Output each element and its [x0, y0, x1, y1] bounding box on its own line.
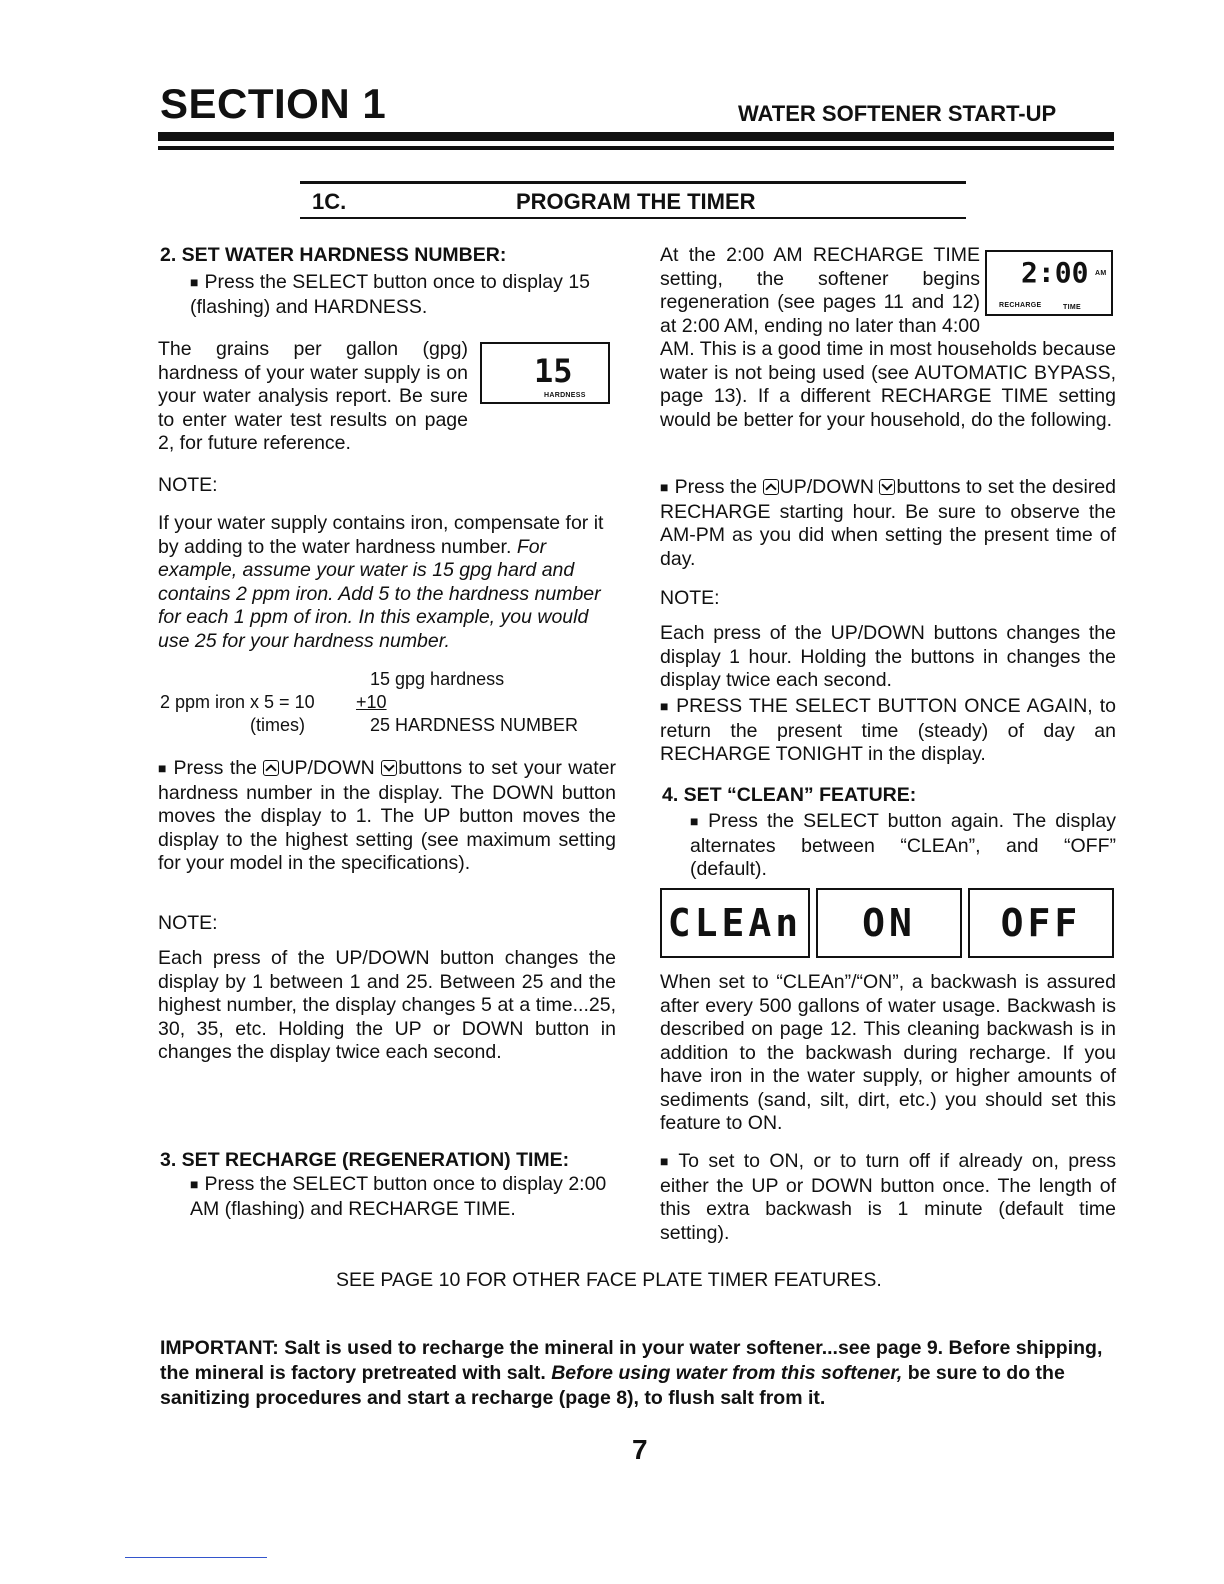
hardness-lcd-tag: HARDNESS [544, 392, 586, 399]
important-italic: Before using water from this softener, [551, 1362, 903, 1384]
recharge-para-text: At the 2:00 AM RECHARGE TIME setting, the softener begins regeneration (see pages 11 and 12) at 2:00 AM, ending no later than 4:00 AM. This is a good time in most households because water is not being used (see AUTOMATIC BYPASS, page 13). If a different RECHARGE TIME setting would be better for your household, do the following. [660, 244, 1116, 431]
bullet2-updown: UP/DOWN [280, 757, 375, 779]
recharge-lcd-value: 2:00 [1021, 256, 1089, 289]
on-display: ON [816, 888, 962, 958]
important-tail: be sure to do the sanitizing procedures and start a recharge (page 8), to flush salt from it. [160, 1362, 1065, 1409]
up-button-icon [763, 479, 779, 495]
step3-heading: 3. SET RECHARGE (REGENERATION) TIME: [160, 1149, 570, 1171]
recharge-bullet1-rest: desired RECHARGE starting hour. Be sure to observe the AM-PM as you did when setting the present time of day. [660, 476, 1117, 570]
down-button-icon [879, 479, 895, 495]
step2-bullet: ■ Press the SELECT button once to display 15 (flashing) and HARDNESS. [190, 271, 620, 319]
step2-para [158, 338, 468, 456]
calc-times: (times) [250, 715, 305, 735]
step2-note-example: For example, assume your water is 15 gpg hard and contains 2 ppm iron. Add 5 to the hardness number for each 1 ppm of iron. In this example, you would use 25 for your hardness number. [158, 535, 601, 652]
recharge-lcd-am: AM [1095, 270, 1107, 277]
step2-note [158, 512, 620, 653]
clean-display: CLEAn [660, 888, 810, 958]
subheader-title: PROGRAM THE TIMER [516, 189, 756, 214]
step2-note-label: NOTE: [158, 474, 218, 496]
up-button-icon [263, 760, 279, 776]
important-lead: IMPORTANT: Salt is used to recharge the mineral in your water softener...see page 9. Before shipping, the mineral is factory pretreated with salt. [160, 1337, 1103, 1384]
subheader-rule-bottom [300, 217, 966, 219]
step2-para-text: The grains per gallon (gpg) hardness of your water supply is on your water analysis report. Be sure to enter water test results on page 2, for future reference. [158, 338, 468, 454]
hardness-lcd-value: 15 [534, 352, 573, 390]
header-rule-double [158, 146, 1114, 150]
step2-note-text: If your water supply contains iron, compensate for it by adding to the water hardness number. [158, 512, 604, 558]
recharge-note-label: NOTE: [660, 587, 720, 609]
recharge-bullet2: ■ PRESS THE SELECT BUTTON ONCE AGAIN, to return the present time (steady) of day an RECHARGE TONIGHT in the display. [660, 695, 1116, 767]
section-title: SECTION 1 [160, 80, 387, 127]
recharge-bullet1 [660, 476, 1116, 571]
step2-heading: 2. SET WATER HARDNESS NUMBER: [160, 244, 507, 266]
recharge-bullet1-updown: UP/DOWN [779, 476, 874, 498]
step2-note2: Each press of the UP/DOWN button changes the display by 1 between 1 and 25. Between 25 and the highest number, the display changes 5 at a time...25, 30, 35, etc. Holding the UP or DOWN button in changes the display twice each second. [158, 947, 616, 1063]
calc-iron: 2 ppm iron x 5 = 10 [160, 692, 315, 712]
recharge-bullet1-pre: ■ Press the [660, 476, 757, 498]
important-note [160, 1336, 1118, 1411]
off-display: OFF [968, 888, 1114, 958]
section-subtitle: WATER SOFTENER START-UP [738, 101, 1057, 126]
bullet2-rest: water hardness number in the display. The DOWN button moves the display to 1. The UP button moves the display to the highest setting (see maximum setting for your model in the specifications). [158, 757, 616, 874]
recharge-note: Each press of the UP/DOWN buttons changes the display 1 hour. Holding the buttons in changes the display twice each second. [660, 622, 1116, 691]
step4-heading: 4. SET “CLEAN” FEATURE: [662, 784, 917, 806]
recharge-bullet1-post: buttons to set the [896, 476, 1047, 498]
bullet2-post: buttons to set your [398, 757, 562, 779]
recharge-lcd-tag2: TIME [1063, 304, 1081, 311]
page-number: 7 [632, 1434, 648, 1465]
recharge-lcd-tag1: RECHARGE [999, 302, 1042, 309]
see-page-note: SEE PAGE 10 FOR OTHER FACE PLATE TIMER FEATURES. [336, 1269, 882, 1291]
step2-note2-label: NOTE: [158, 912, 218, 934]
footer-line [125, 1557, 267, 1558]
hardness-lcd [480, 342, 610, 404]
calc-line-1: 15 gpg hardness [370, 669, 505, 689]
calc-result: 25 HARDNESS NUMBER [370, 715, 579, 735]
subheader-id: 1C. [312, 189, 347, 214]
step3-bullet: ■ Press the SELECT button once to display 2:00 AM (flashing) and RECHARGE TIME. [190, 1173, 620, 1221]
recharge-lcd [985, 250, 1113, 316]
step4-bullet2: ■ To set to ON, or to turn off if already on, press either the UP or DOWN button once. The length of this extra backwash is 1 minute (default time setting). [660, 1150, 1116, 1245]
calc-add: +10 [356, 692, 387, 712]
step4-bullet: ■ Press the SELECT button again. The display alternates between “CLEAn”, and “OFF” (default). [690, 810, 1116, 882]
step2-bullet2 [158, 757, 616, 876]
down-button-icon [381, 760, 397, 776]
bullet2-pre: ■ Press the [158, 757, 257, 779]
step4-para: When set to “CLEAn”/“ON”, a backwash is assured after every 500 gallons of water usage. Backwash is described on page 12. This cleaning backwash is in addition to the backwash during recharge. If you have iron in the water supply, or higher amounts of sediments (sand, silt, dirt, etc.) you should set this feature to ON. [660, 971, 1116, 1134]
subheader-rule-top [300, 181, 966, 184]
header-rule-thick [158, 132, 1114, 141]
